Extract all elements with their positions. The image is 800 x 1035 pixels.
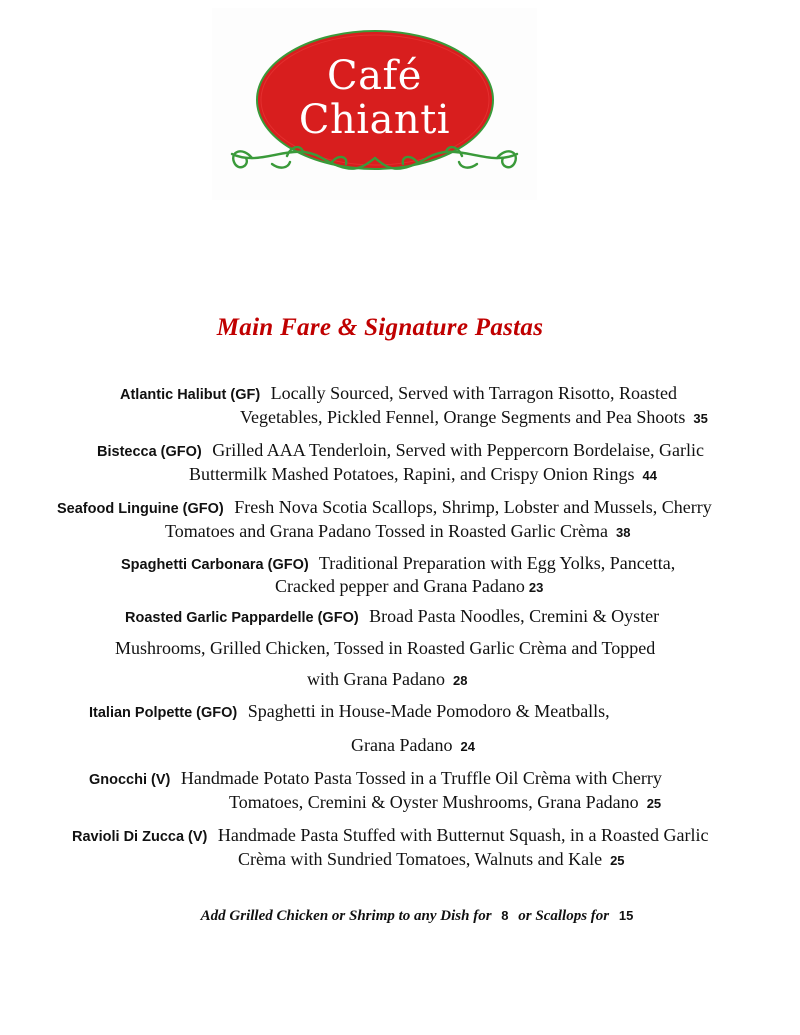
menu-item-description: Handmade Potato Pasta Tossed in a Truffle Oil Crèma with Cherry — [180, 768, 662, 788]
cafe-chianti-logo — [212, 8, 537, 200]
menu-item-price: 25 — [610, 853, 625, 868]
menu-item-description: Tomatoes, Cremini & Oyster Mushrooms, Grana Padano — [229, 792, 639, 812]
menu-item-name: Roasted Garlic Pappardelle (GFO) — [125, 610, 359, 626]
menu-item-price: 44 — [642, 468, 657, 483]
add-on-text: or Scallops for — [518, 908, 610, 924]
menu-item-description: Spaghetti in House-Made Pomodoro & Meatballs, — [247, 701, 610, 721]
menu-item-description: Grana Padano — [351, 735, 453, 755]
menu-item-name: Gnocchi (V) — [89, 772, 171, 788]
section-heading: Main Fare & Signature Pastas — [216, 314, 544, 341]
menu-item-description: Fresh Nova Scotia Scallops, Shrimp, Lobster and Mussels, Cherry — [234, 497, 712, 517]
menu-item-description: Grilled AAA Tenderloin, Served with Peppercorn Bordelaise, Garlic — [212, 440, 705, 460]
menu-item-name: Spaghetti Carbonara (GFO) — [121, 557, 309, 573]
menu-item-description: Vegetables, Pickled Fennel, Orange Segments and Pea Shoots — [240, 407, 686, 427]
menu-item-description: Mushrooms, Grilled Chicken, Tossed in Roasted Garlic Crèma and Topped — [115, 638, 656, 658]
menu-item-description: Crèma with Sundried Tomatoes, Walnuts and Kale — [238, 849, 603, 869]
menu-item-description: Cracked pepper and Grana Padano — [275, 576, 525, 596]
menu-item-description: with Grana Padano — [307, 669, 445, 689]
add-on-price: 8 — [501, 908, 509, 923]
menu-item-description: Handmade Pasta Stuffed with Butternut Squash, in a Roasted Garlic — [217, 825, 709, 845]
menu-item-name: Seafood Linguine (GFO) — [57, 501, 224, 517]
menu-item-description: Broad Pasta Noodles, Cremini & Oyster — [369, 606, 660, 626]
menu-item-price: 23 — [528, 580, 544, 595]
menu-item-name: Italian Polpette (GFO) — [89, 705, 238, 721]
menu-item-price: 25 — [646, 796, 662, 811]
menu-item-price: 35 — [693, 411, 708, 426]
menu-item-description: Tomatoes and Grana Padano Tossed in Roasted Garlic Crèma — [165, 521, 609, 541]
menu-item-name: Atlantic Halibut (GF) — [120, 387, 261, 403]
add-on-note — [0, 908, 800, 925]
add-on-price: 15 — [618, 908, 634, 923]
menu-item-name: Ravioli Di Zucca (V) — [72, 829, 208, 845]
logo-line-2: Chianti — [298, 97, 451, 143]
menu-item-name: Bistecca (GFO) — [97, 444, 202, 460]
menu-item-price: 24 — [460, 739, 475, 754]
menu-item-description: Buttermilk Mashed Potatoes, Rapini, and Crispy Onion Rings — [189, 464, 635, 484]
add-on-text: Add Grilled Chicken or Shrimp to any Dish for — [200, 908, 492, 924]
logo-line-1: Café — [327, 53, 422, 99]
menu-item-description: Traditional Preparation with Egg Yolks, Pancetta, — [318, 553, 676, 573]
menu-item-description: Locally Sourced, Served with Tarragon Risotto, Roasted — [270, 383, 677, 403]
menu-item-price: 28 — [452, 673, 468, 688]
menu-item-price: 38 — [616, 525, 631, 540]
